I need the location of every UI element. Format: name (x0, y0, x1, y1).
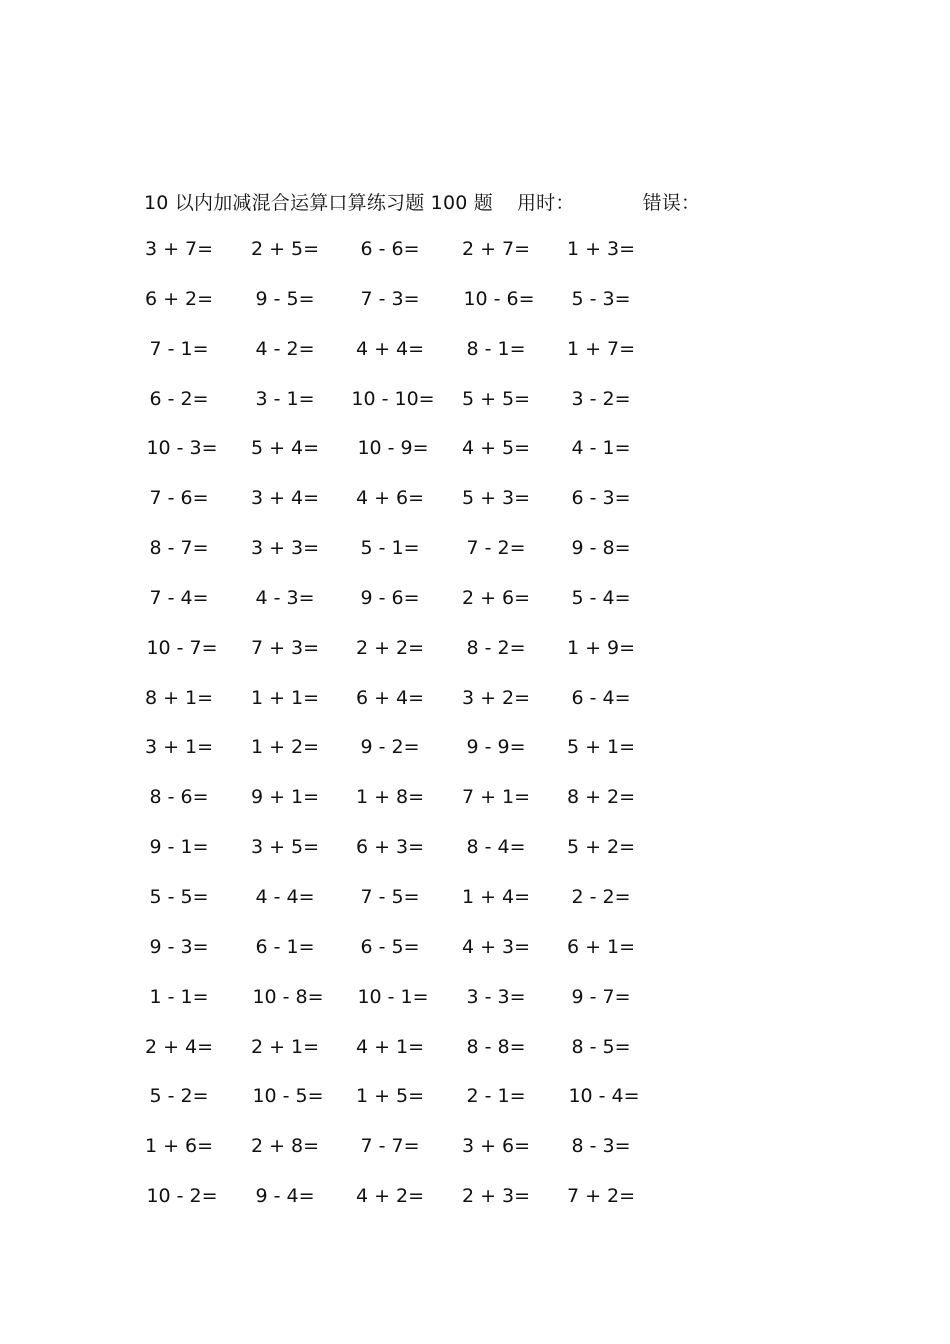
problem-item: 9 - 5= (255, 287, 315, 310)
problem-item: 8 - 7= (149, 537, 209, 560)
problem-item: 10 - 10= (351, 387, 435, 410)
problem-item: 9 - 4= (255, 1185, 315, 1208)
problem-item: 6 + 1= (566, 935, 636, 958)
problem-row (148, 932, 788, 982)
problem-item: 7 - 6= (149, 487, 209, 510)
problem-row (148, 782, 788, 832)
problem-item: 8 - 2= (466, 636, 526, 659)
problem-item: 10 - 4= (568, 1085, 640, 1108)
problem-row (144, 284, 788, 334)
problem-item: 8 - 5= (571, 1035, 631, 1058)
problem-item: 5 - 3= (571, 287, 631, 310)
problem-item: 10 - 2= (146, 1185, 218, 1208)
problem-row (148, 583, 788, 633)
problem-item: 5 + 3= (461, 487, 531, 510)
problem-item: 4 + 1= (355, 1035, 425, 1058)
problem-item: 4 - 2= (255, 337, 315, 360)
problem-row (144, 234, 788, 284)
problem-row (148, 633, 788, 683)
problem-row (144, 1131, 788, 1181)
problem-item: 6 - 1= (255, 935, 315, 958)
problem-item: 10 - 5= (252, 1085, 324, 1108)
problem-item: 2 + 3= (461, 1185, 531, 1208)
problem-item: 3 + 5= (250, 836, 320, 859)
problem-item: 2 + 2= (355, 636, 425, 659)
problem-item: 7 - 5= (360, 885, 420, 908)
problem-item: 2 + 7= (461, 238, 531, 260)
problem-item: 1 - 1= (149, 985, 209, 1008)
problem-item: 6 - 2= (149, 387, 209, 410)
problem-row (148, 982, 788, 1032)
problem-item: 3 - 1= (255, 387, 315, 410)
problem-item: 5 - 4= (571, 586, 631, 609)
problem-item: 3 - 3= (466, 985, 526, 1008)
problem-item: 10 - 8= (252, 985, 324, 1008)
problem-item: 3 + 2= (461, 686, 531, 709)
problem-item: 4 - 4= (255, 885, 315, 908)
problem-item: 5 - 5= (149, 885, 209, 908)
problem-item: 2 + 5= (250, 238, 320, 260)
problem-item: 4 + 5= (461, 437, 531, 460)
problem-item: 6 - 5= (360, 935, 420, 958)
problem-row (148, 483, 788, 533)
problem-item: 3 + 1= (144, 736, 214, 759)
problem-item: 3 + 4= (250, 487, 320, 510)
problem-item: 4 - 3= (255, 586, 315, 609)
problem-row (148, 533, 788, 583)
problem-item: 10 - 7= (146, 636, 218, 659)
problem-item: 4 + 3= (461, 935, 531, 958)
problem-item: 1 + 3= (566, 238, 636, 260)
problem-item: 1 + 7= (566, 337, 636, 360)
problem-item: 7 + 3= (250, 636, 320, 659)
problem-item: 5 - 1= (360, 537, 420, 560)
problem-item: 2 + 1= (250, 1035, 320, 1058)
problem-item: 1 + 1= (250, 686, 320, 709)
problem-item: 7 - 1= (149, 337, 209, 360)
problem-item: 2 + 6= (461, 586, 531, 609)
problem-item: 4 + 4= (355, 337, 425, 360)
errors-label: 错误： (642, 191, 701, 214)
problem-row (148, 1181, 788, 1231)
problem-item: 5 + 1= (566, 736, 636, 759)
time-used-label: 用时： (516, 191, 575, 214)
problem-item: 1 + 4= (461, 885, 531, 908)
problem-item: 7 - 4= (149, 586, 209, 609)
problem-item: 9 + 1= (250, 786, 320, 809)
problem-item: 9 - 1= (149, 836, 209, 859)
problem-item: 2 + 4= (144, 1035, 214, 1058)
problem-item: 7 + 1= (461, 786, 531, 809)
problem-item: 6 + 3= (355, 836, 425, 859)
problem-item: 3 - 2= (571, 387, 631, 410)
problem-item: 4 - 1= (571, 437, 631, 460)
problem-item: 6 + 4= (355, 686, 425, 709)
problem-item: 9 - 8= (571, 537, 631, 560)
problem-item: 1 + 6= (144, 1135, 214, 1158)
problem-row (148, 832, 788, 882)
problem-item: 2 - 1= (466, 1085, 526, 1108)
problem-item: 9 - 3= (149, 935, 209, 958)
problem-item: 7 - 7= (360, 1135, 420, 1158)
problem-item: 8 - 6= (149, 786, 209, 809)
problem-item: 1 + 2= (250, 736, 320, 759)
problem-grid (144, 234, 788, 1231)
problem-row (144, 732, 788, 782)
problem-item: 7 - 2= (466, 537, 526, 560)
problem-row (148, 334, 788, 384)
problem-item: 2 - 2= (571, 885, 631, 908)
problem-row (148, 882, 788, 932)
problem-item: 9 - 2= (360, 736, 420, 759)
problem-item: 3 + 6= (461, 1135, 531, 1158)
problem-item: 3 + 7= (144, 238, 214, 260)
problem-item: 5 + 2= (566, 836, 636, 859)
problem-item: 1 + 8= (355, 786, 425, 809)
problem-item: 7 + 2= (566, 1185, 636, 1208)
problem-item: 4 + 2= (355, 1185, 425, 1208)
problem-row (144, 1032, 788, 1082)
problem-item: 10 - 9= (357, 437, 429, 460)
problem-row (148, 1081, 788, 1131)
problem-item: 8 - 3= (571, 1135, 631, 1158)
problem-item: 6 - 3= (571, 487, 631, 510)
problem-item: 5 - 2= (149, 1085, 209, 1108)
worksheet-title: 10 以内加减混合运算口算练习题 100 题 (144, 191, 493, 214)
problem-item: 10 - 1= (357, 985, 429, 1008)
problem-item: 9 - 7= (571, 985, 631, 1008)
problem-item: 9 - 9= (466, 736, 526, 759)
problem-item: 1 + 5= (355, 1085, 425, 1108)
problem-item: 8 - 4= (466, 836, 526, 859)
worksheet-header (144, 186, 700, 216)
problem-item: 10 - 3= (146, 437, 218, 460)
problem-item: 7 - 3= (360, 287, 420, 310)
problem-item: 8 + 1= (144, 686, 214, 709)
problem-item: 6 - 4= (571, 686, 631, 709)
problem-row (148, 433, 788, 483)
problem-item: 6 + 2= (144, 287, 214, 310)
problem-item: 8 - 1= (466, 337, 526, 360)
problem-item: 3 + 3= (250, 537, 320, 560)
problem-item: 5 + 4= (250, 437, 320, 460)
problem-item: 9 - 6= (360, 586, 420, 609)
problem-item: 8 + 2= (566, 786, 636, 809)
problem-row (144, 683, 788, 733)
problem-item: 6 - 6= (360, 238, 420, 260)
problem-row (148, 384, 788, 434)
problem-item: 8 - 8= (466, 1035, 526, 1058)
problem-item: 5 + 5= (461, 387, 531, 410)
problem-item: 1 + 9= (566, 636, 636, 659)
problem-item: 4 + 6= (355, 487, 425, 510)
problem-item: 10 - 6= (463, 287, 535, 310)
problem-item: 2 + 8= (250, 1135, 320, 1158)
